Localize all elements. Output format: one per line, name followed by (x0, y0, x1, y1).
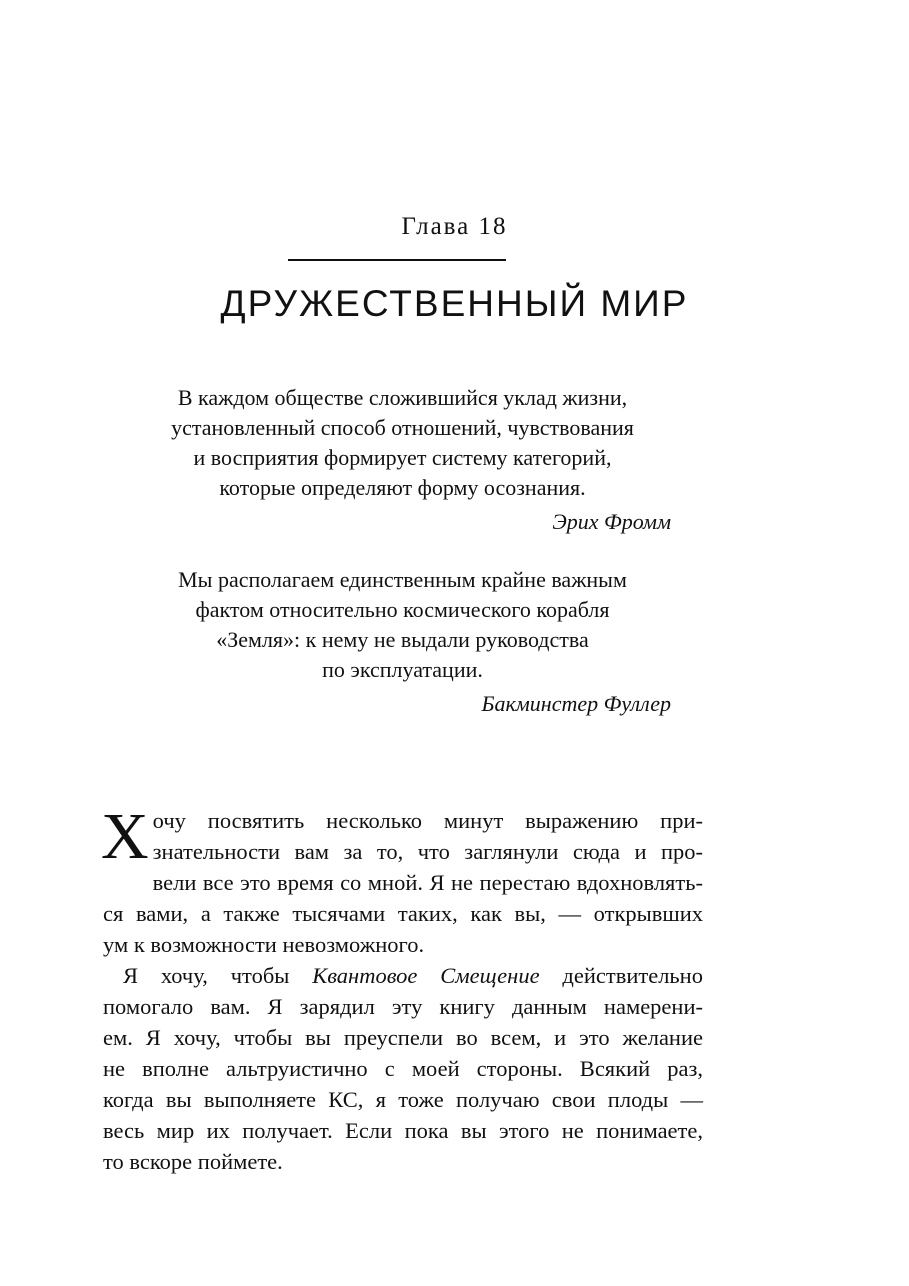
text-run: Я хочу, чтобы (123, 963, 313, 988)
paragraph (103, 960, 703, 1177)
text-line (103, 960, 703, 991)
text-line: ся вами, а также тысячами таких, как вы, — открывших (103, 901, 703, 926)
epigraph-text (130, 383, 675, 503)
epigraph (130, 565, 675, 719)
epigraph-line: которые определяют форму осознания. (219, 475, 586, 500)
epigraph-line: по эксплуатации. (322, 657, 483, 682)
epigraph-author: Бакминстер Фуллер (481, 691, 671, 716)
epigraph-line: Мы располагаем единственным крайне важным (178, 567, 627, 592)
text-line: весь мир их получает. Если пока вы этого не понимаете, (103, 1118, 703, 1143)
text-line: ум к возможности невозможного. (103, 932, 425, 957)
epigraph-text (130, 565, 675, 685)
epigraph-line: В каждом обществе сложившийся уклад жизни, (177, 385, 628, 410)
paragraph (101, 800, 703, 960)
text-line: вели все это время со мной. Я не перестаю вдохновлять- (152, 870, 703, 895)
text-line: очу посвятить несколько минут выражению при- (152, 808, 703, 833)
chapter-number: Глава 18 (401, 213, 508, 240)
epigraph-line: фактом относительно космического корабля (195, 597, 610, 622)
text-line: ем. Я хочу, чтобы вы преуспели во всем, и это желание (103, 1025, 703, 1050)
text-line: то вскоре поймете. (103, 1149, 283, 1174)
book-title: Квантовое Смещение (312, 963, 540, 988)
text-line: не вполне альтруистично с моей стороны. Всякий раз, (103, 1056, 703, 1081)
drop-cap: Х (101, 800, 149, 873)
epigraph-line: и восприятия формирует систему категорий, (193, 445, 612, 470)
text-line: помогало вам. Я зарядил эту книгу данным намерени- (103, 994, 703, 1019)
epigraph-author: Эрих Фромм (552, 509, 671, 534)
chapter-divider (288, 259, 506, 261)
chapter-title: ДРУЖЕСТВЕННЫЙ МИР (220, 283, 689, 324)
epigraph (130, 383, 675, 537)
epigraph-line: «Земля»: к нему не выдали руководства (216, 627, 589, 652)
text-line: знательности вам за то, что заглянули сюда и про- (152, 839, 703, 864)
epigraph-line: установленный способ отношений, чувствования (171, 415, 634, 440)
body-text (101, 800, 703, 1177)
text-run: действительно (539, 963, 703, 988)
text-line: когда вы выполняете КС, я тоже получаю свои плоды — (103, 1087, 703, 1112)
